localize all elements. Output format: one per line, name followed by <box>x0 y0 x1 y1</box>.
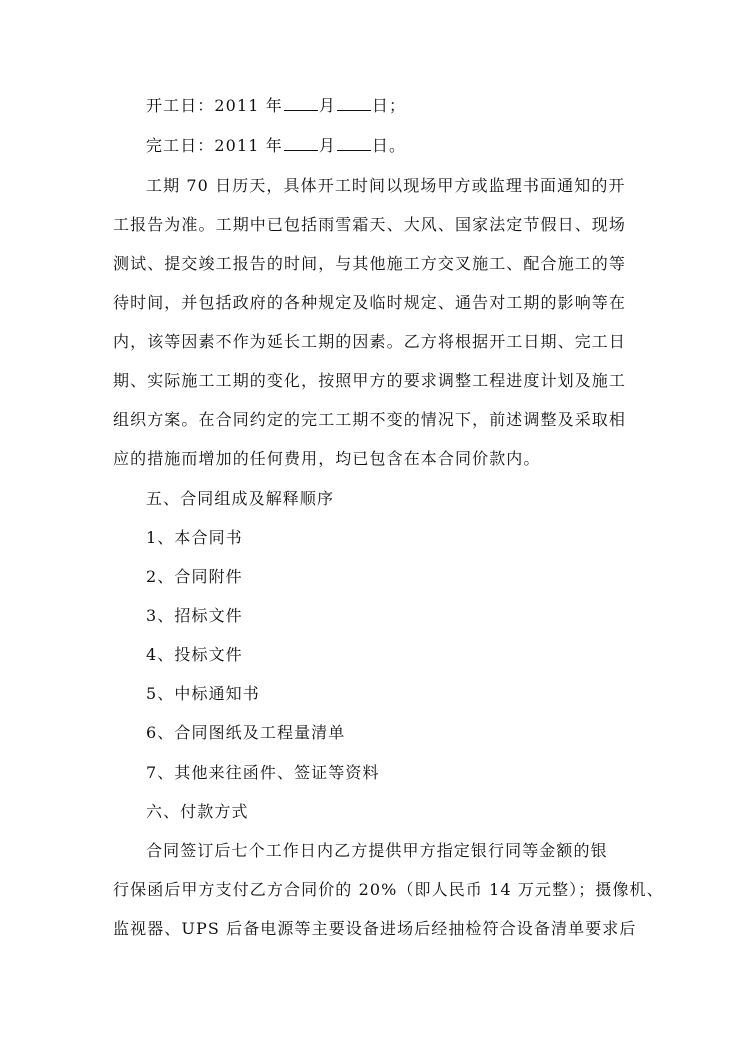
list-item: 6、合同图纸及工程量清单 <box>146 723 346 742</box>
end-date-label: 完工日：2011 年 <box>146 136 283 155</box>
paragraph-line: 工报告为准。工期中已包括雨雪霜天、大风、国家法定节假日、现场 <box>113 215 627 234</box>
paragraph-line: 监视器、UPS 后备电源等主要设备进场后经抽检符合设备清单要求后 <box>113 919 637 938</box>
list-item: 4、投标文件 <box>146 645 243 664</box>
start-date-line <box>146 96 406 116</box>
end-day-blank <box>337 136 371 151</box>
section5-heading: 五、合同组成及解释顺序 <box>146 489 335 508</box>
list-item: 3、招标文件 <box>146 606 243 625</box>
paragraph-line: 测试、提交竣工报告的时间，与其他施工方交叉施工、配合施工的等 <box>113 254 627 273</box>
start-day-suffix: 日； <box>371 96 407 115</box>
section6-heading: 六、付款方式 <box>146 802 249 821</box>
paragraph-line: 待时间，并包括政府的各种规定及临时规定、通告对工期的影响等在 <box>113 293 627 312</box>
paragraph-line: 期、实际施工工期的变化，按照甲方的要求调整工程进度计划及施工 <box>113 371 627 390</box>
end-month-unit: 月 <box>318 136 336 155</box>
start-date-label: 开工日：2011 年 <box>146 96 283 115</box>
paragraph-line: 合同签订后七个工作日内乙方提供甲方指定银行同等金额的银 <box>146 841 608 860</box>
start-month-blank <box>284 96 318 111</box>
paragraph-line: 应的措施而增加的任何费用，均已包含在本合同价款内。 <box>113 449 541 468</box>
end-month-blank <box>284 136 318 151</box>
list-item: 2、合同附件 <box>146 567 243 586</box>
list-item: 7、其他来往函件、签证等资料 <box>146 763 380 782</box>
start-day-blank <box>337 96 371 111</box>
list-item: 5、中标通知书 <box>146 684 260 703</box>
paragraph-line: 组织方案。在合同约定的完工工期不变的情况下，前述调整及采取相 <box>113 410 627 429</box>
paragraph-line: 行保函后甲方支付乙方合同价的 20%（即人民币 14 万元整）；摄像机、 <box>113 880 664 899</box>
list-item: 1、本合同书 <box>146 528 243 547</box>
paragraph-line: 工期 70 日历天，具体开工时间以现场甲方或监理书面通知的开 <box>146 176 626 195</box>
end-date-line <box>146 136 406 156</box>
end-day-suffix: 日。 <box>371 136 407 155</box>
paragraph-line: 内，该等因素不作为延长工期的因素。乙方将根据开工日期、完工日 <box>113 332 627 351</box>
start-month-unit: 月 <box>318 96 336 115</box>
